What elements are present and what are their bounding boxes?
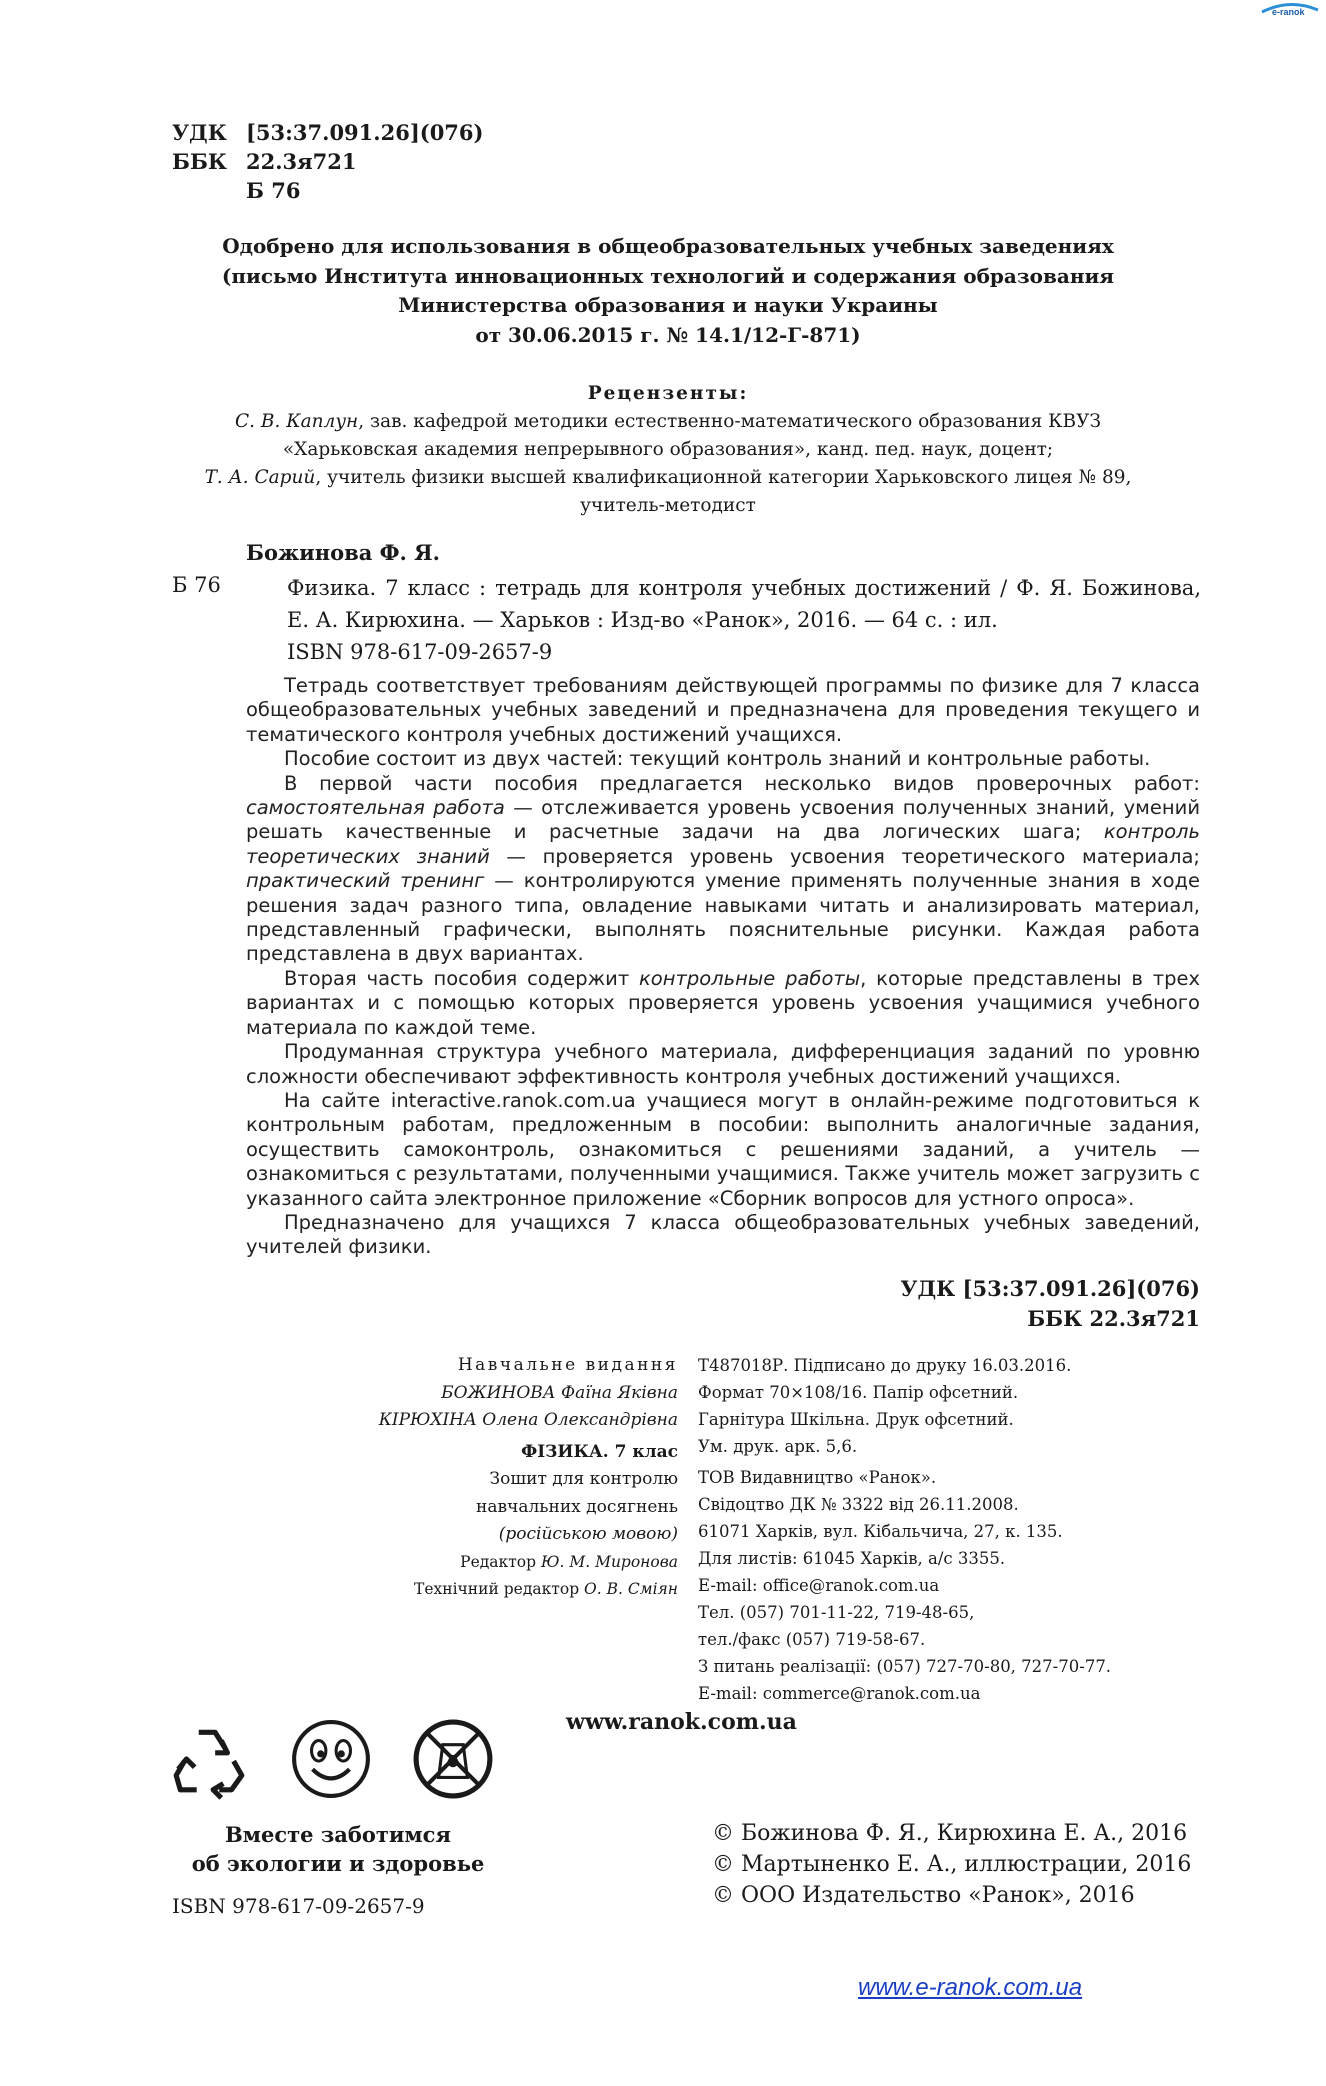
reviewer-text: «Харьковская академия непрерывного образования», канд. пед. наук, доцент; [282,439,1054,460]
copyright-line: © ООО Издательство «Ранок», 2016 [712,1883,1135,1908]
imprint-label: Навчальне видання [457,1355,678,1375]
e-ranok-link[interactable]: www.e-ranok.com.ua [858,1974,1083,2001]
bib-author: Божинова Ф. Я. [246,540,440,565]
reviewer-name: Т. А. Сарий [204,467,316,488]
imprint-line: З питань реалізації: (057) 727-70-80, 727-70-77. [698,1657,1112,1676]
bib-isbn: ISBN 978-617-09-2657-9 [287,640,553,664]
annotation-paragraph: На сайте interactive.ranok.com.ua учащиеся могут в онлайн-режиме подготовиться к контрольным работам, предложенным в пособии: выполнить аналогичные задания, осуществить самоконтроль, ознакомиться с решениями заданий, а учитель — ознакомиться с результатами, полученными учащимися. Также учитель может загрузить с указанного сайта электронное приложение «Сборник вопросов для устного опроса». [246,1088,1200,1210]
udk-bottom-line: УДК [53:37.091.26](076) [900,1276,1200,1301]
imprint-line: ТОВ Видавництво «Ранок». [698,1468,937,1487]
imprint-author: БОЖИНОВА Фаїна Яківна [441,1382,678,1403]
reviewer-text: , учитель физики высшей квалификационной категории Харьковского лицея № 89, [315,467,1132,488]
eco-slogan [168,1820,508,1878]
bib-description: Физика. 7 класс : тетрадь для контроля учебных достижений / Ф. Я. Божинова, Е. А. Кирюхина. — Харьков : Изд-во «Ранок», 2016. — 64 с. : ил. [287,576,1201,632]
smiley-icon [290,1718,372,1800]
eco-slogan-line: Вместе заботимся [225,1822,451,1847]
imprint-line: Т487018Р. Підписано до друку 16.03.2016. [698,1356,1072,1375]
udk-value: [53:37.091.26](076) [246,120,484,145]
udk-label: УДК [172,120,227,145]
annotation-paragraph: В первой части пособия предлагается несколько видов проверочных работ: самостоятельная работа — отслеживается уровень усвоения полученных знаний, умений решать качественные и расчетные задачи на два логических шага; контроль теоретических знаний — проверяется уровень усвоения теоретического материала; практический тренинг — контролируются умение применять полученные знания в ходе решения задач разного типа, овладение навыками читать и анализировать материал, представленный графически, выполнять пояснительные рисунки. Каждая работа представлена в двух вариантах. [246,771,1200,966]
interactive-site-link[interactable]: interactive.ranok.com.ua [390,1088,636,1112]
author-mark: Б 76 [246,178,301,203]
annotation-paragraph: Продуманная структура учебного материала, дифференциация заданий по уровню сложности обеспечивают эффективность контроля учебных достижений учащихся. [246,1040,1200,1088]
copyright-line: © Божинова Ф. Я., Кирюхина Е. А., 2016 [712,1821,1188,1846]
isbn-bottom: ISBN 978-617-09-2657-9 [172,1894,425,1918]
imprint-line: Свідоцтво ДК № 3322 від 26.11.2008. [698,1495,1019,1514]
imprint-subtitle: Зошит для контролю [489,1469,678,1489]
imprint-line: Формат 70×108/16. Папір офсетний. [698,1383,1019,1402]
reviewer-name: С. В. Каплун [235,411,359,432]
imprint-language: (російською мовою) [498,1524,678,1544]
eco-icons [168,1718,508,1816]
editor-name: Ю. М. Миронова [541,1552,678,1571]
copyright-line: © Мартыненко Е. А., иллюстрации, 2016 [712,1852,1192,1877]
reviewers-block [172,380,1164,520]
reviewer-text: , зав. кафедрой методики естественно-математического образования КВУЗ [358,411,1101,432]
imprint-line: Тел. (057) 701-11-22, 719-48-65, [698,1603,975,1622]
annotation-paragraph: Предназначено для учащихся 7 класса общеобразовательных учебных заведений, учителей физики. [246,1210,1200,1259]
annotation [246,674,1200,1260]
imprint-author: КІРЮХІНА Олена Олександрівна [378,1410,678,1430]
no-incineration-icon [412,1718,494,1800]
imprint-line: Для листів: 61045 Харків, а/с 3355. [698,1549,1006,1568]
imprint-title: ФІЗИКА. 7 клас [521,1441,678,1462]
recycle-icon [168,1718,250,1800]
imprint-line: E-mail: commerce@ranok.com.ua [698,1684,981,1703]
approval-line: (письмо Института инновационных технологий и содержания образования [221,263,1115,288]
imprint-right [698,1352,1178,1707]
eco-slogan-line: об экологии и здоровье [191,1851,485,1876]
imprint-line: 61071 Харків, вул. Кібальчича, 27, к. 135. [698,1522,1063,1541]
imprint-subtitle: навчальних досягнень [476,1496,678,1517]
annotation-paragraph: Пособие состоит из двух частей: текущий контроль знаний и контрольные работы. [284,747,1151,771]
bbk-bottom-line: ББК 22.3я721 [1027,1306,1200,1331]
udk-block [172,118,483,205]
imprint-line: E-mail: office@ranok.com.ua [698,1576,940,1595]
tech-editor-label: Технічний редактор [414,1580,585,1598]
approval-line: от 30.06.2015 г. № 14.1/12-Г-871) [475,322,861,347]
reviewers-heading: Рецензенты: [587,383,749,404]
udk-bottom [800,1274,1200,1334]
annotation-paragraph: Тетрадь соответствует требованиям действующей программы по физике для 7 класса общеобразовательных учебных заведений и предназначена для проведения текущего и тематического контроля учебных достижений учащихся. [246,674,1200,746]
imprint-line: Гарнітура Шкільна. Друк офсетний. [698,1410,1014,1429]
approval-line: Министерства образования и науки Украины [398,293,938,317]
approval-line: Одобрено для использования в общеобразовательных учебных заведениях [222,234,1114,258]
imprint-left [350,1352,678,1604]
bbk-value: 22.3я721 [246,149,357,174]
publisher-website[interactable]: www.ranok.com.ua [566,1709,797,1735]
imprint-line: тел./факс (057) 719-58-67. [698,1630,926,1649]
annotation-paragraph: Вторая часть пособия содержит контрольные работы, которые представлены в трех вариантах и с помощью которых проверяется уровень усвоения учащимися учебного материала по каждой теме. [246,966,1200,1039]
bbk-label: ББК [172,149,227,174]
editor-label: Редактор [460,1552,541,1571]
svg-text:e-ranok: e-ranok [1272,7,1305,16]
bib-mark: Б 76 [172,573,221,597]
imprint-line: Ум. друк. арк. 5,6. [698,1437,858,1456]
tech-editor-name: О. В. Сміян [584,1580,678,1598]
e-ranok-logo [1258,0,1322,16]
reviewer-text: учитель-методист [580,495,756,516]
copyright-block [712,1818,1191,1911]
approval-notice [172,232,1164,350]
